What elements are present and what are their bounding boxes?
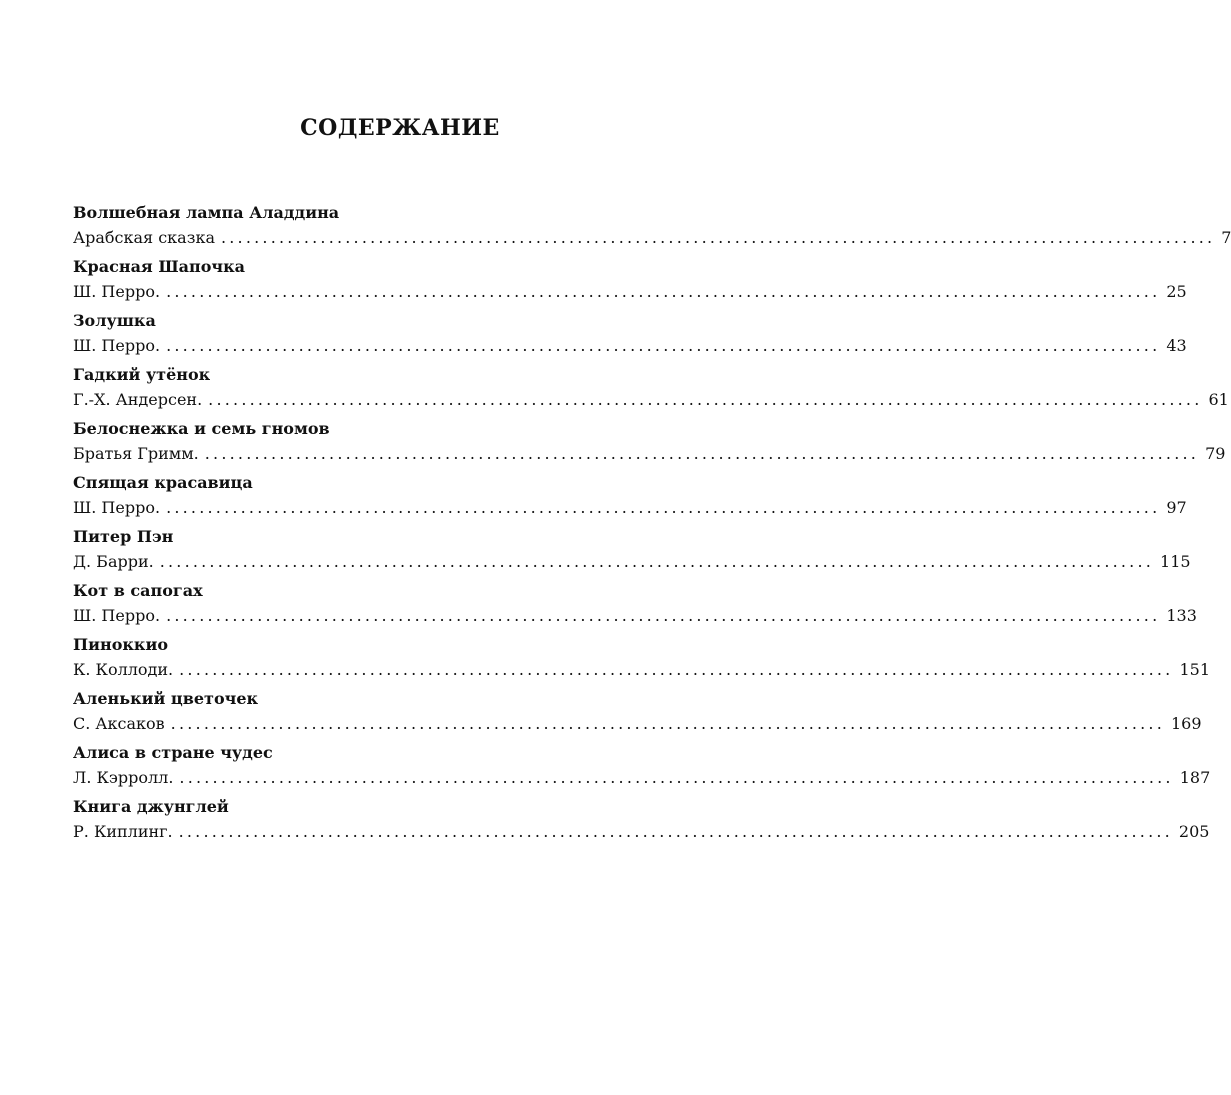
entry-title: Аленький цветочек [73, 689, 259, 708]
entry-title: Гадкий утёнок [73, 365, 211, 384]
entry-title: Золушка [73, 311, 156, 330]
entry-author: Ш. Перро. [73, 336, 161, 355]
toc-entry[interactable] [73, 634, 1210, 688]
entry-author: Г.-Х. Андерсен. [73, 390, 203, 409]
entry-title: Красная Шапочка [73, 257, 245, 276]
entry-page-number: 115 [1160, 552, 1191, 571]
toc-entry[interactable] [73, 796, 1210, 850]
entry-title: Пиноккио [73, 635, 169, 654]
entry-line [73, 604, 1197, 628]
entry-page-number: 169 [1170, 714, 1202, 733]
entry-author: Ш. Перро. [73, 606, 161, 625]
dot-leader: ........................................................................................................................ [179, 768, 1174, 787]
entry-line [73, 334, 1187, 358]
dot-leader: ........................................................................................................................ [208, 390, 1203, 409]
dot-leader: ........................................................................................................................ [220, 228, 1216, 247]
entry-line [73, 388, 1229, 412]
entry-line [73, 496, 1187, 520]
entry-author: Ш. Перро. [73, 282, 161, 301]
entry-title: Книга джунглей [73, 797, 229, 816]
entry-author: К. Коллоди. [73, 660, 174, 679]
entry-line [73, 658, 1210, 682]
entry-author: Д. Барри. [73, 552, 154, 571]
toc-entry[interactable] [73, 256, 1187, 310]
toc-entry[interactable] [73, 418, 1226, 472]
toc-entry[interactable] [73, 472, 1187, 526]
entry-author: Р. Киплинг. [73, 822, 173, 841]
entry-line [73, 766, 1211, 790]
dot-leader: ........................................................................................................................ [159, 552, 1155, 571]
dot-leader: ........................................................................................................................ [166, 282, 1161, 301]
entry-title: Питер Пэн [73, 527, 174, 546]
entry-title: Волшебная лампа Аладдина [73, 203, 340, 222]
entry-page-number: 79 [1205, 444, 1226, 463]
entry-page-number: 187 [1179, 768, 1211, 787]
dot-leader: ........................................................................................................................ [166, 498, 1161, 517]
entry-line [73, 280, 1187, 304]
entry-page-number: 61 [1208, 390, 1229, 409]
entry-author: Братья Гримм. [73, 444, 199, 463]
entry-title: Алиса в стране чудес [73, 743, 273, 762]
toc-entry[interactable] [73, 310, 1187, 364]
toc-entry[interactable] [73, 364, 1229, 418]
entry-page-number: 25 [1166, 282, 1187, 301]
entry-author: Арабская сказка [73, 228, 215, 247]
entry-author: Ш. Перро. [73, 498, 161, 517]
entry-page-number: 97 [1166, 498, 1187, 517]
toc-entry[interactable] [73, 742, 1211, 796]
entry-line [73, 712, 1202, 736]
toc-entry[interactable] [73, 202, 1231, 256]
entry-line [73, 226, 1231, 250]
entry-page-number: 205 [1178, 822, 1210, 841]
entry-page-number: 133 [1166, 606, 1197, 625]
entry-author: Л. Кэрролл. [73, 768, 174, 787]
dot-leader: ........................................................................................................................ [166, 336, 1161, 355]
toc-entry[interactable] [73, 688, 1202, 742]
dot-leader: ........................................................................................................................ [170, 714, 1165, 733]
toc-entry[interactable] [73, 580, 1197, 634]
entry-title: Спящая красавица [73, 473, 253, 492]
entry-author: С. Аксаков [73, 714, 165, 733]
dot-leader: ........................................................................................................................ [166, 606, 1161, 625]
table-of-contents [73, 202, 1231, 850]
page-title: СОДЕРЖАНИЕ [300, 115, 500, 141]
dot-leader: ........................................................................................................................ [179, 660, 1174, 679]
entry-line [73, 550, 1191, 574]
entry-title: Кот в сапогах [73, 581, 203, 600]
entry-line [73, 820, 1210, 844]
dot-leader: ........................................................................................................................ [178, 822, 1173, 841]
entry-page-number: 151 [1179, 660, 1210, 679]
dot-leader: ........................................................................................................................ [204, 444, 1200, 463]
entry-page-number: 7 [1221, 228, 1231, 247]
entry-page-number: 43 [1166, 336, 1187, 355]
toc-entry[interactable] [73, 526, 1191, 580]
entry-title: Белоснежка и семь гномов [73, 419, 330, 438]
entry-line [73, 442, 1226, 466]
